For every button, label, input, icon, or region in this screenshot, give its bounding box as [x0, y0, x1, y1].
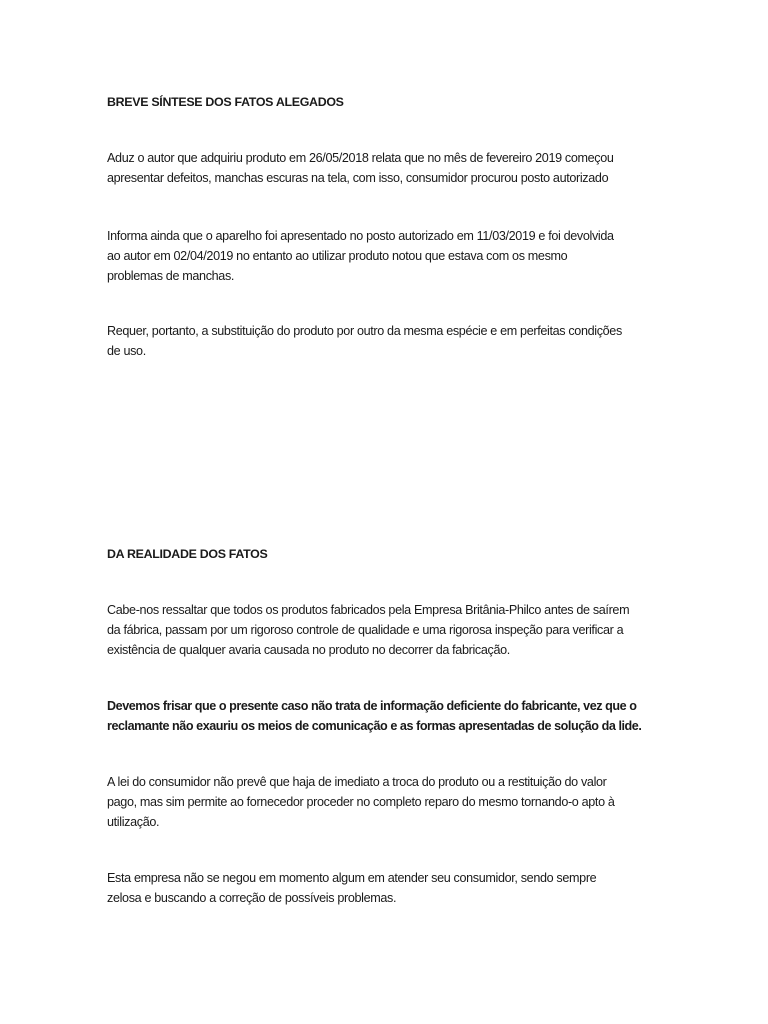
- section-heading-da-realidade: DA REALIDADE DOS FATOS: [107, 547, 268, 561]
- paragraph-line: da fábrica, passam por um rigoroso controle de qualidade e uma rigorosa inspeção para verificar a: [107, 623, 624, 637]
- paragraph-posto-autorizado: [107, 226, 667, 286]
- paragraph-line: Informa ainda que o aparelho foi apresentado no posto autorizado em 11/03/2019 e foi devolvida: [107, 229, 614, 243]
- paragraph-line: reclamante não exauriu os meios de comunicação e as formas apresentadas de solução da lide.: [107, 719, 642, 733]
- paragraph-requerimento: [107, 321, 667, 361]
- paragraph-line: Devemos frisar que o presente caso não trata de informação deficiente do fabricante, vez que o: [107, 699, 637, 713]
- paragraph-line: Requer, portanto, a substituição do produto por outro da mesma espécie e em perfeitas condições: [107, 324, 622, 338]
- paragraph-lei-consumidor: [107, 772, 667, 832]
- paragraph-line: Aduz o autor que adquiriu produto em 26/05/2018 relata que no mês de fevereiro 2019 começou: [107, 151, 614, 165]
- paragraph-controle-qualidade: [107, 600, 667, 660]
- paragraph-line: Cabe-nos ressaltar que todos os produtos fabricados pela Empresa Britânia-Philco antes de saírem: [107, 603, 630, 617]
- paragraph-line: A lei do consumidor não prevê que haja de imediato a troca do produto ou a restituição do valor: [107, 775, 607, 789]
- section-heading-breve-sintese: BREVE SÍNTESE DOS FATOS ALEGADOS: [107, 95, 344, 109]
- paragraph-informacao-deficiente: [107, 696, 667, 736]
- paragraph-line: Esta empresa não se negou em momento algum em atender seu consumidor, sendo sempre: [107, 871, 597, 885]
- paragraph-line: utilização.: [107, 815, 160, 829]
- paragraph-line: zelosa e buscando a correção de possíveis problemas.: [107, 891, 397, 905]
- paragraph-line: de uso.: [107, 344, 146, 358]
- paragraph-line: problemas de manchas.: [107, 269, 235, 283]
- paragraph-line: apresentar defeitos, manchas escuras na tela, com isso, consumidor procurou posto autorizado: [107, 171, 609, 185]
- paragraph-line: existência de qualquer avaria causada no produto no decorrer da fabricação.: [107, 643, 510, 657]
- paragraph-line: ao autor em 02/04/2019 no entanto ao utilizar produto notou que estava com os mesmo: [107, 249, 568, 263]
- paragraph-aquisicao: [107, 148, 667, 188]
- paragraph-line: pago, mas sim permite ao fornecedor proceder no completo reparo do mesmo tornando-o apto à: [107, 795, 615, 809]
- paragraph-empresa-zelosa: [107, 868, 667, 908]
